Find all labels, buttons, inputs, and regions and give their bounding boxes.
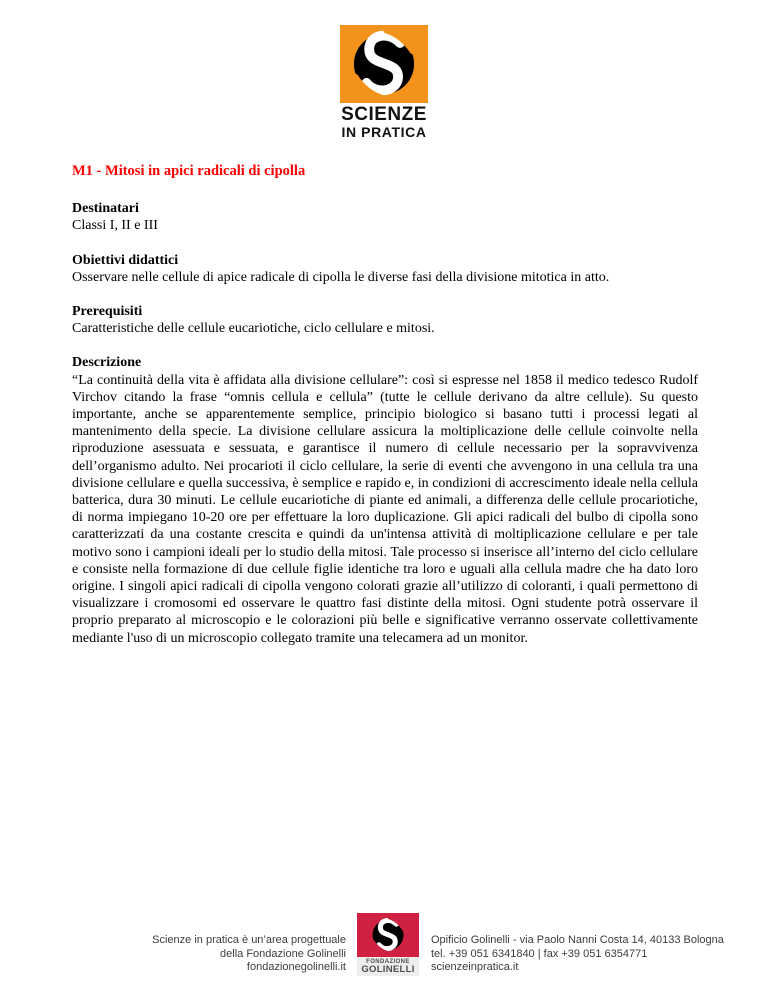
brand-name-line2: IN PRATICA: [341, 124, 427, 140]
footer-phone-fax-line: tel. +39 051 6341840 | fax +39 051 6354771: [431, 947, 648, 960]
golinelli-logo-caption: [357, 957, 419, 976]
s-swirl-icon: [369, 917, 407, 953]
brand-name-line1: SCIENZE: [341, 104, 427, 125]
section-heading-destinatari: Destinatari: [72, 201, 139, 217]
document-title: M1 - Mitosi in apici radicali di cipolla: [72, 163, 306, 179]
footer-address-line: Opificio Golinelli - via Paolo Nanni Costa 14, 40133 Bologna: [431, 934, 724, 946]
fondazione-golinelli-logo: [357, 913, 419, 976]
section-body-descrizione: “La continuità della vita è affidata alla divisione cellulare”: così si espresse nel 1858 il medico tedesco Rudolf Virchov citando la frase “omnis cellula e cellula” (tutte le cellule derivano da altre cellule). Su questo importante, anche se apparentemente semplice, principio biologico si basano tutti i processi legati al mantenimento della specie. La divisione cellulare assicura la moltiplicazione delle cellule coinvolte nella riproduzione asessuata e sessuata, e garantisce il numero di cellule necessario per la sopravvivenza dell’organismo adulto. Nei procarioti il ciclo cellulare, la serie di eventi che avvengono in una cellula tra una divisione cellulare e quella successiva, è semplice e rapido e, in condizioni di accrescimento ideale nella cellula batterica, dura 30 minuti. Le cellule eucariotiche di piante ed animali, a differenza delle cellule procariotiche, di norma impiegano 10-20 ore per effettuare la loro duplicazione. Gli apici radicali del bulbo di cipolla sono caratterizzati da una costante crescita e quindi da un'intensa attività di moltiplicazione cellulare e per tale motivo sono i campioni ideali per lo studio della mitosi. Tale processo si inserisce all’interno del ciclo cellulare e consiste nella formazione di due cellule figlie identiche tra loro e uguali alla cellula madre che ha dato loro origine. I singoli apici radicali di cipolla vengono colorati grazie all’utilizzo di coloranti, i quali permettono di visualizzare i cromosomi ed osservare le quattro fasi distinte della mitosi. Ogni studente potrà osservare il proprio preparato al microscopio e le colorazioni più belle e significative verranno osservate collettivamente mediante l'uso di un microscopio collegato tramite una telecamera ad un monitor.: [72, 372, 698, 646]
section-obiettivi-didattici: [72, 252, 698, 286]
section-prerequisiti: [72, 303, 698, 337]
header-logo-block: [336, 25, 432, 140]
section-body-obiettivi: Osservare nelle cellule di apice radicale di cipolla le diverse fasi della divisione mitotica in atto.: [72, 269, 610, 285]
section-destinatari: [72, 200, 698, 234]
section-heading-prerequisiti: Prerequisiti: [72, 304, 143, 320]
section-body-destinatari: Classi I, II e III: [72, 218, 158, 234]
footer-left-line-2: della Fondazione Golinelli: [220, 947, 346, 960]
footer-left-line-1: Scienze in pratica è un’area progettuale: [152, 934, 346, 946]
golinelli-label: GOLINELLI: [361, 964, 415, 975]
section-heading-descrizione: Descrizione: [72, 355, 142, 371]
section-heading-obiettivi: Obiettivi didattici: [72, 252, 179, 268]
scienze-in-pratica-logo: [340, 25, 428, 103]
s-swirl-icon: [347, 29, 421, 99]
footer-right-text: [431, 934, 768, 975]
document-content: [72, 163, 698, 664]
fondazione-label: FONDAZIONE: [366, 959, 410, 965]
footer-fondazione-url: fondazionegolinelli.it: [246, 961, 346, 973]
footer-left-text: [0, 934, 346, 975]
section-body-prerequisiti: Caratteristiche delle cellule eucariotiche, ciclo cellulare e mitosi.: [72, 321, 435, 337]
golinelli-logo-mark: [357, 913, 419, 957]
footer-scienzeinpratica-url: scienzeinpratica.it: [431, 961, 519, 973]
section-descrizione: [72, 354, 698, 646]
